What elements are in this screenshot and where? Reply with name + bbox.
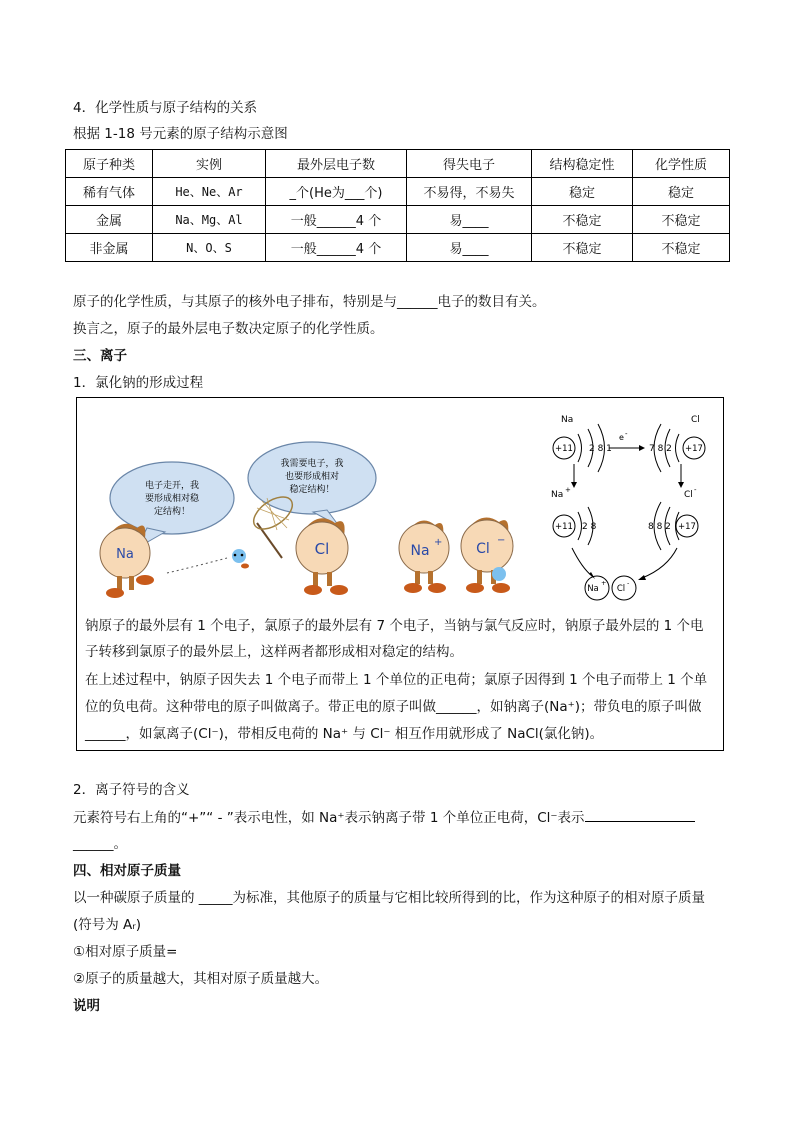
- text-line: [73, 806, 695, 826]
- cl-nucleus: +17: [685, 444, 703, 454]
- electron-symbol: e: [619, 433, 624, 442]
- final-cl: Cl: [616, 584, 626, 594]
- final-na: Na: [587, 584, 599, 594]
- na-ion-diagram-label: Na: [551, 490, 564, 500]
- table-cell: 非金属: [66, 234, 153, 262]
- text-line: ①相对原子质量=: [73, 944, 178, 960]
- table-header-cell: 原子种类: [66, 150, 153, 178]
- text-line: 以一种碳原子质量的 _____为标准，其他原子的质量与它相比较所得到的比，作为这种原子的相对原子质量: [73, 890, 706, 906]
- box-text-line: ______，如氯离子(Cl⁻)，带相反电荷的 Na⁺ 与 Cl⁻ 相互作用就形成了 NaCl(氯化钠)。: [85, 726, 604, 742]
- na-label: Na: [116, 547, 134, 562]
- table-cell: 一般______4 个: [266, 206, 407, 234]
- table-header-row: [66, 150, 730, 178]
- table-row: [66, 206, 730, 234]
- cl-shells: 7 8 2: [649, 444, 672, 454]
- diagram-na-label: Na: [561, 415, 574, 425]
- electron-sup: -: [625, 430, 628, 438]
- table-cell: 不稳定: [633, 206, 730, 234]
- section-intro: 根据 1-18 号元素的原子结构示意图: [73, 126, 288, 142]
- cl-atom-character: [296, 518, 348, 595]
- na-nucleus: +11: [555, 444, 573, 454]
- cl-label: Cl: [314, 540, 330, 558]
- bubble-na-line1: 电子走开，我: [144, 481, 200, 491]
- table-cell: 稳定: [633, 178, 730, 206]
- bubble-na-line2: 要形成相对稳: [144, 494, 200, 504]
- na-shells: 2 8 1: [589, 444, 612, 454]
- text-line: 原子的化学性质，与其原子的核外电子排布，特别是与______电子的数目有关。: [73, 294, 546, 310]
- cl-ion-nucleus: +17: [678, 522, 696, 532]
- table-header-cell: 结构稳定性: [532, 150, 633, 178]
- table-cell: 一般______4 个: [266, 234, 407, 262]
- ion-symbol-text: 元素符号右上角的“+”“ - ”表示电性，如 Na⁺表示钠离子带 1 个单位正电荷，Cl⁻表示: [73, 810, 585, 826]
- electron-trail: [167, 558, 227, 573]
- na-ion-sup: +: [434, 537, 443, 548]
- table-header-cell: 最外层电子数: [266, 150, 407, 178]
- table-header-cell: 得失电子: [407, 150, 532, 178]
- final-na-sup: +: [601, 579, 607, 587]
- final-cl-sup: -: [627, 579, 630, 587]
- nacl-illustration: [77, 398, 721, 603]
- bubble-cl-line2: 也要形成相对: [284, 472, 340, 482]
- cl-ion-diagram-sup: -: [694, 486, 697, 494]
- electron-diagram: [551, 415, 705, 600]
- section-heading: 三、离子: [73, 348, 127, 364]
- cl-ion-shells: 8 8 2: [648, 522, 671, 532]
- answer-blank[interactable]: [585, 807, 695, 822]
- cl-ion-sup: −: [497, 535, 506, 546]
- electron-icon: [232, 549, 249, 569]
- table-row: [66, 178, 730, 206]
- box-text-line: 子转移到氯原子的最外层上，这样两者都形成相对稳定的结构。: [85, 644, 463, 660]
- table-header-cell: 化学性质: [633, 150, 730, 178]
- text-line: ______。: [73, 836, 127, 852]
- subsection-heading: 2．离子符号的含义: [73, 782, 190, 798]
- text-line: ②原子的质量越大，其相对原子质量越大。: [73, 971, 329, 987]
- table-cell: _个(He为___个): [266, 178, 407, 206]
- text-line: (符号为 Aᵣ): [73, 917, 142, 933]
- diagram-cl-label: Cl: [691, 415, 700, 425]
- bubble-cl-line1: 我需要电子，我: [280, 459, 344, 469]
- table-cell: 易____: [407, 234, 532, 262]
- text-line: 说明: [73, 998, 100, 1014]
- box-text-line: 位的负电荷。这种带电的原子叫做离子。带正电的原子叫做______，如钠离子(Na⁺)；带负电的原子叫做: [85, 699, 702, 715]
- section-heading: 四、相对原子质量: [73, 863, 181, 879]
- table-cell: 稀有气体: [66, 178, 153, 206]
- table-cell: 不稳定: [633, 234, 730, 262]
- table-cell: 不易得，不易失: [407, 178, 532, 206]
- na-ion-character: [399, 521, 449, 594]
- box-text-line: 钠原子的最外层有 1 个电子，氯原子的最外层有 7 个电子，当钠与氯气反应时，钠原子最外层的 1 个电: [85, 618, 704, 634]
- na-ion-shells: 2 8: [582, 522, 597, 532]
- subsection-heading: 1．氯化钠的形成过程: [73, 375, 204, 391]
- table-cell: Na、Mg、Al: [153, 206, 266, 234]
- cl-ion-label: Cl: [476, 541, 490, 557]
- bubble-na-line3: 定结构！: [153, 507, 191, 517]
- na-ion-diagram-sup: +: [565, 486, 571, 494]
- box-text-line: 在上述过程中，钠原子因失去 1 个电子而带上 1 个单位的正电荷；氯原子因得到 1 个电子而带上 1 个单: [85, 672, 708, 688]
- na-ion-nucleus: +11: [555, 522, 573, 532]
- atom-structure-table: [65, 149, 730, 262]
- table-cell: 金属: [66, 206, 153, 234]
- table-cell: He、Ne、Ar: [153, 178, 266, 206]
- text-line: 换言之，原子的最外层电子数决定原子的化学性质。: [73, 321, 384, 337]
- bubble-cl-line3: 稳定结构！: [289, 485, 335, 495]
- table-cell: 稳定: [532, 178, 633, 206]
- table-cell: 易____: [407, 206, 532, 234]
- na-ion-label: Na: [410, 543, 430, 559]
- table-header-cell: 实例: [153, 150, 266, 178]
- table-cell: 不稳定: [532, 234, 633, 262]
- cl-ion-character: [461, 518, 513, 594]
- table-cell: 不稳定: [532, 206, 633, 234]
- table-row: [66, 234, 730, 262]
- cl-ion-diagram-label: Cl: [684, 490, 693, 500]
- table-cell: N、O、S: [153, 234, 266, 262]
- section-heading: 4．化学性质与原子结构的关系: [73, 100, 258, 116]
